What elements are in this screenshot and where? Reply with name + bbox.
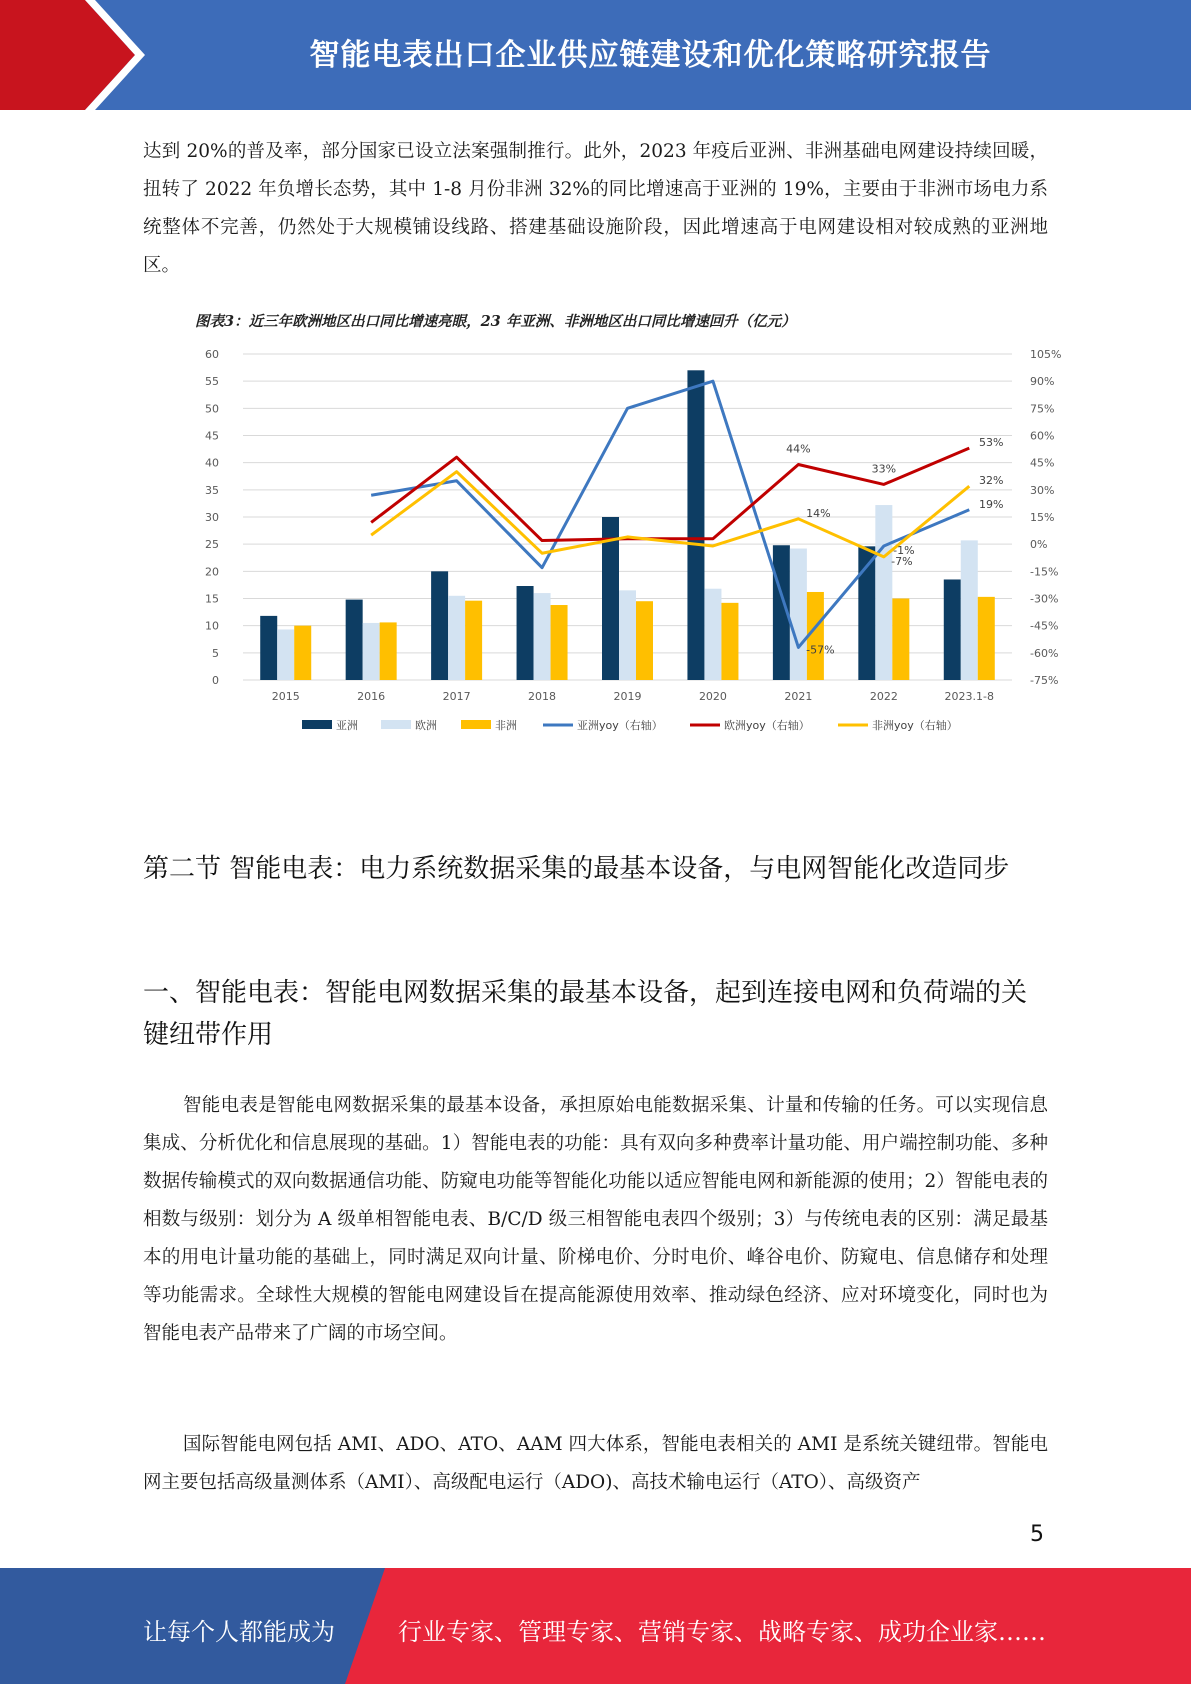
bar-非洲 bbox=[892, 599, 909, 681]
y2-tick-label: 30% bbox=[1030, 483, 1055, 497]
x-tick-label: 2022 bbox=[869, 690, 898, 703]
bar-亚洲 bbox=[687, 370, 704, 680]
legend-label: 亚洲 bbox=[336, 719, 358, 732]
y-tick-label: 20 bbox=[205, 565, 219, 579]
footer-slogan-left: 让每个人都能成为 bbox=[143, 1618, 335, 1646]
y2-tick-label: 0% bbox=[1030, 538, 1048, 552]
y2-tick-label: 90% bbox=[1030, 375, 1055, 389]
footer-slogan-right: 行业专家、管理专家、营销专家、战略专家、成功企业家…… bbox=[398, 1618, 1046, 1646]
x-tick-label: 2023.1-8 bbox=[944, 690, 995, 703]
bar-非洲 bbox=[978, 597, 995, 680]
data-label: -7% bbox=[891, 554, 913, 568]
y2-tick-label: 45% bbox=[1030, 456, 1055, 470]
y-tick-label: 10 bbox=[205, 619, 219, 633]
bar-欧洲 bbox=[704, 589, 721, 680]
body-paragraph-1: 智能电表是智能电网数据采集的最基本设备，承担原始电能数据采集、计量和传输的任务。可以实现信息集成、分析优化和信息展现的基础。1）智能电表的功能：具有双向多种费率计量功能、用户端控制功能、多种数据传输模式的双向数据通信功能、防窥电功能等智能化功能以适应智能电网和新能源的使用；2）智能电表的相数与级别：划分为 A 级单相智能电表、B/C/D 级三相智能电表四个级别；3）与传统电表的区别：满足最基本的用电计量功能的基础上，同时满足双向计量、阶梯电价、分时电价、峰谷电价、防窥电、信息储存和处理等功能需求。全球性大规模的智能电网建设旨在提高能源使用效率、推动绿色经济、应对环境变化，同时也为智能电表产品带来了广阔的市场空间。 bbox=[143, 1095, 1048, 1344]
x-tick-label: 2019 bbox=[613, 690, 642, 703]
y-tick-label: 50 bbox=[205, 402, 219, 416]
legend-label: 亚洲yoy（右轴） bbox=[577, 719, 663, 732]
page-number: 5 bbox=[1030, 1522, 1044, 1547]
legend-label: 欧洲 bbox=[415, 719, 437, 732]
bar-欧洲 bbox=[363, 623, 380, 680]
y-tick-label: 60 bbox=[205, 348, 219, 361]
section-title: 第二节 智能电表：电力系统数据采集的最基本设备，与电网智能化改造同步 bbox=[143, 854, 1010, 884]
bar-亚洲 bbox=[431, 571, 448, 680]
header-title: 智能电表出口企业供应链建设和优化策略研究报告 bbox=[309, 38, 992, 73]
data-label: 44% bbox=[786, 442, 811, 456]
bar-欧洲 bbox=[277, 629, 294, 680]
bar-欧洲 bbox=[961, 540, 978, 680]
intro-paragraph: 达到 20%的普及率，部分国家已设立法案强制推行。此外，2023 年疫后亚洲、非洲基础电网建设持续回暖，扭转了 2022 年负增长态势，其中 1-8 月份非洲 32%的同比增速高于亚洲的 19%，主要由于非洲市场电力系统整体不完善，仍然处于大规模铺设线路、搭建基础设施阶段，因此增速高于电网建设相对较成熟的亚洲地区。 bbox=[143, 141, 1048, 276]
bar-欧洲 bbox=[448, 596, 465, 680]
legend-swatch bbox=[461, 720, 491, 729]
y2-tick-label: -45% bbox=[1030, 619, 1059, 633]
legend-label: 非洲yoy（右轴） bbox=[872, 719, 958, 732]
x-tick-label: 2015 bbox=[271, 690, 300, 703]
legend-label: 非洲 bbox=[495, 719, 517, 732]
y2-tick-label: 75% bbox=[1030, 402, 1055, 416]
y2-tick-label: -75% bbox=[1030, 674, 1059, 687]
chart bbox=[190, 305, 1080, 745]
y2-tick-label: 15% bbox=[1030, 511, 1055, 524]
x-tick-label: 2021 bbox=[784, 690, 813, 703]
data-label: -1% bbox=[893, 543, 915, 557]
bar-非洲 bbox=[721, 603, 738, 680]
y-tick-label: 40 bbox=[205, 456, 219, 470]
bar-非洲 bbox=[294, 626, 311, 680]
chart-title: 图表3：近三年欧洲地区出口同比增速亮眼，23 年亚洲、非洲地区出口同比增速回升（亿元） bbox=[195, 313, 796, 330]
data-label: 19% bbox=[979, 497, 1004, 511]
bar-亚洲 bbox=[346, 600, 363, 680]
y2-tick-label: 105% bbox=[1030, 348, 1062, 361]
bar-非洲 bbox=[551, 605, 568, 680]
bar-欧洲 bbox=[875, 505, 892, 680]
y-tick-label: 55 bbox=[205, 375, 219, 389]
bar-欧洲 bbox=[790, 549, 807, 680]
bar-亚洲 bbox=[517, 586, 534, 680]
bar-非洲 bbox=[636, 601, 653, 680]
header-red-arrow bbox=[0, 0, 150, 110]
subsection-title: 一、智能电表：智能电网数据采集的最基本设备，起到连接电网和负荷端的关键纽带作用 bbox=[143, 978, 1028, 1050]
y2-tick-label: -15% bbox=[1030, 565, 1059, 579]
bar-非洲 bbox=[380, 622, 397, 680]
bar-亚洲 bbox=[944, 579, 961, 680]
bar-欧洲 bbox=[619, 590, 636, 680]
data-label: 14% bbox=[806, 506, 831, 520]
x-tick-label: 2017 bbox=[442, 690, 471, 703]
y-tick-label: 15 bbox=[205, 592, 219, 606]
y2-tick-label: -30% bbox=[1030, 592, 1059, 606]
y-tick-label: 5 bbox=[212, 646, 219, 660]
legend-swatch bbox=[381, 720, 411, 729]
bar-非洲 bbox=[465, 601, 482, 680]
legend-label: 欧洲yoy（右轴） bbox=[724, 719, 810, 732]
page-header bbox=[0, 0, 1191, 110]
body-paragraph-2: 国际智能电网包括 AMI、ADO、ATO、AAM 四大体系，智能电表相关的 AMI 是系统关键纽带。智能电网主要包括高级量测体系（AMI）、高级配电运行（ADO)、高技术输电运行（ATO）、高级资产 bbox=[143, 1434, 1048, 1493]
bar-亚洲 bbox=[260, 616, 277, 680]
x-tick-label: 2016 bbox=[357, 690, 386, 703]
x-tick-label: 2018 bbox=[528, 690, 557, 703]
data-label: 53% bbox=[979, 436, 1004, 450]
data-label: -57% bbox=[806, 643, 835, 657]
x-tick-label: 2020 bbox=[698, 690, 727, 703]
data-label: 32% bbox=[979, 474, 1004, 488]
bar-欧洲 bbox=[534, 593, 551, 680]
y-tick-label: 0 bbox=[212, 674, 219, 687]
y-tick-label: 35 bbox=[205, 483, 219, 497]
y2-tick-label: -60% bbox=[1030, 646, 1059, 660]
legend-swatch bbox=[302, 720, 332, 729]
y-tick-label: 25 bbox=[205, 538, 219, 552]
y2-tick-label: 60% bbox=[1030, 429, 1055, 443]
y-tick-label: 30 bbox=[205, 511, 219, 524]
y-tick-label: 45 bbox=[205, 429, 219, 443]
data-label: 33% bbox=[871, 462, 897, 476]
